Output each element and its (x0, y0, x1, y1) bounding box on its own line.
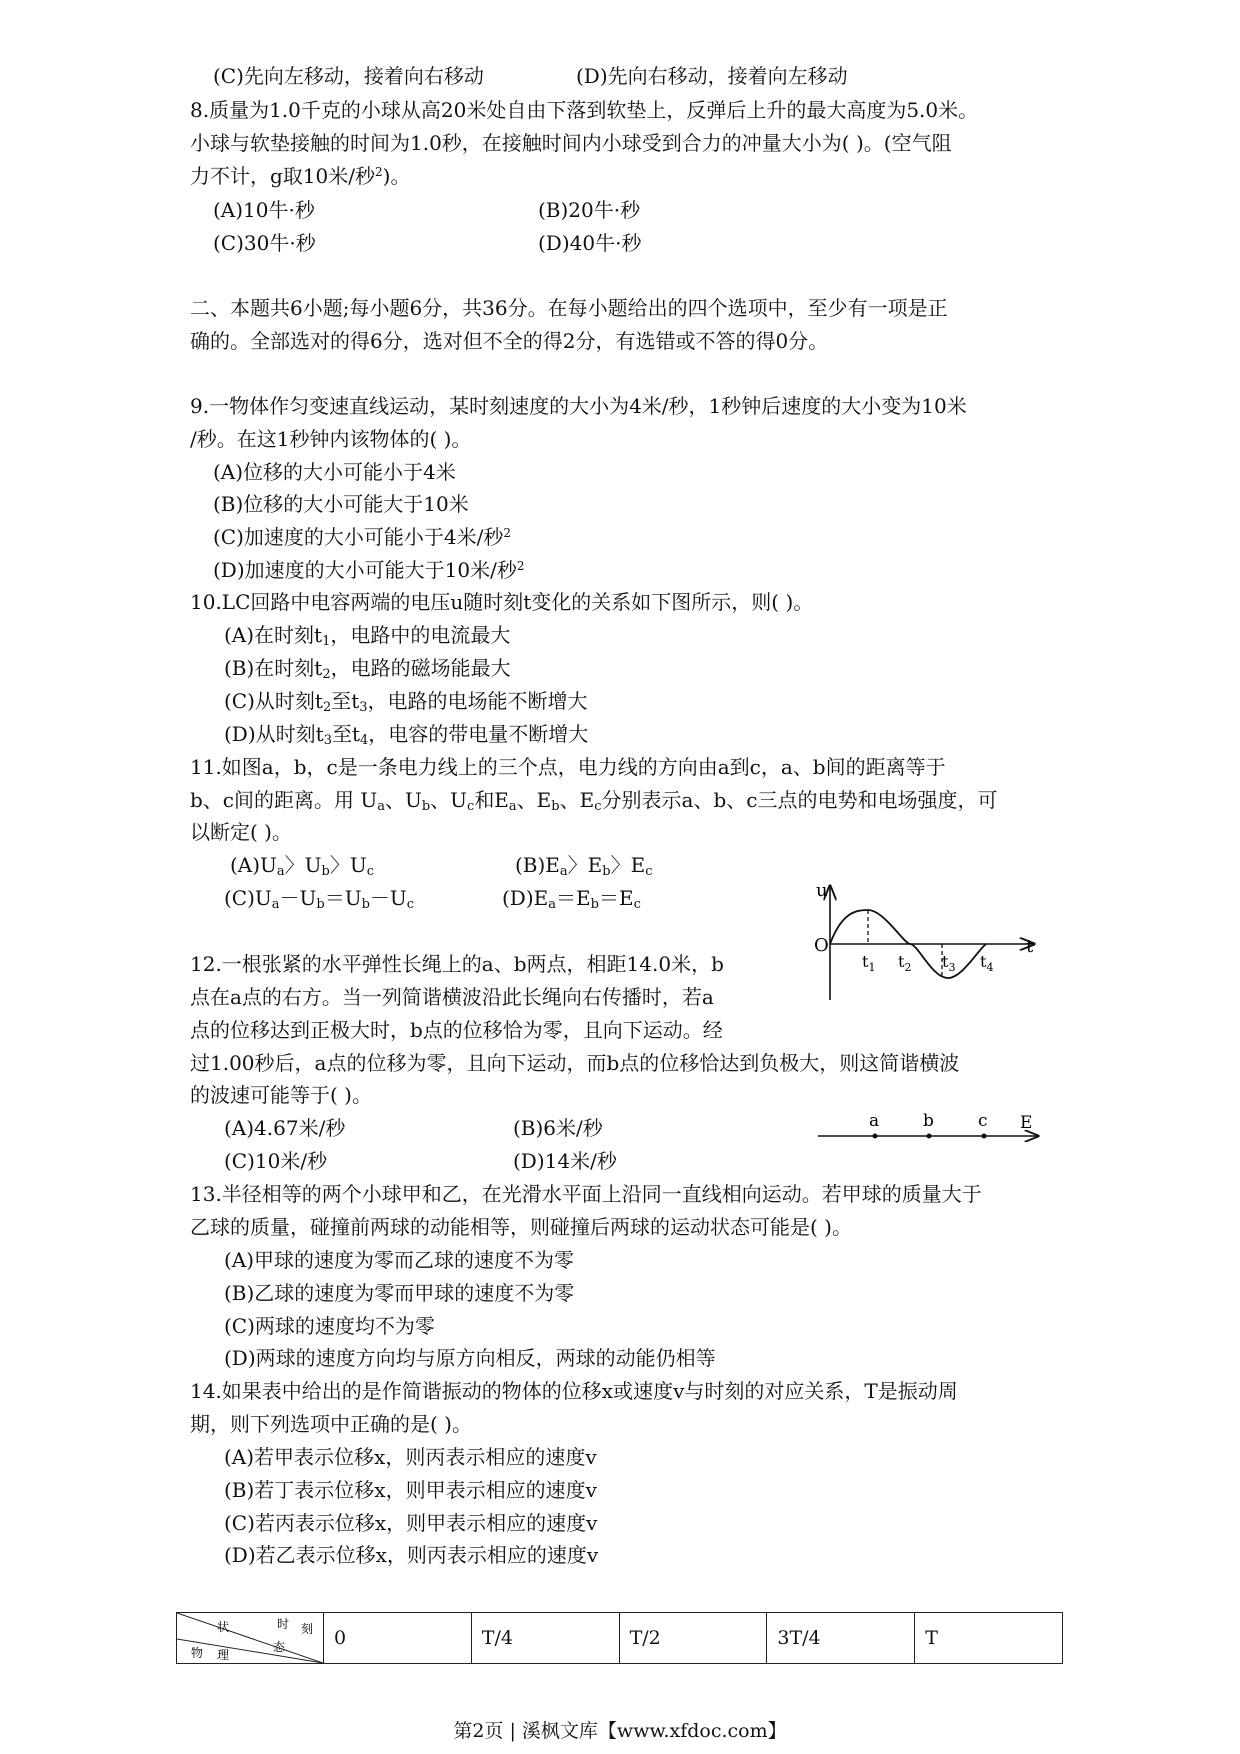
label-e: E (1020, 1113, 1033, 1133)
q14-line1: 14.如果表中给出的是作简谐振动的物体的位移x或速度v与时刻的对应关系，T是振动周 (190, 1379, 958, 1403)
graph-label-t4: $t_4$ (980, 952, 994, 974)
page-footer: 第2页 | 溪枫文库【www.xfdoc.com】 (453, 1720, 787, 1742)
q8-option-a: (A)10牛·秒 (213, 198, 315, 222)
q11-option-c: $(C)U_a-U_b=U_b-U_c$ (224, 886, 415, 912)
q7-options (0, 62, 1240, 90)
q8-option-c: (C)30牛·秒 (213, 231, 316, 255)
q7-option-d: (D)先向右移动，接着向左移动 (576, 64, 848, 88)
q11-line2: b、c间的距离。用 $U_a$、$U_b$、$U_c$和$E_a$、$E_b$、$E_c$分别表示a、b、c三点的电势和电场强度，可 (190, 788, 998, 814)
q9-option-a: (A)位移的大小可能小于4米 (213, 460, 456, 484)
point-a (873, 1134, 878, 1139)
q8-option-b: (B)20牛·秒 (538, 198, 641, 222)
graph-label-t3: $t_3$ (942, 952, 956, 974)
q10-option-d: (D)从时刻$t_3$至$t_4$，电容的带电量不断增大 (224, 722, 589, 748)
q10-option-b: (B)在时刻$t_2$，电路的磁场能最大 (224, 656, 511, 682)
q9-option-d: (D)加速度的大小可能大于10米/秒$^2$ (213, 558, 525, 582)
q13-option-b: (B)乙球的速度为零而甲球的速度不为零 (224, 1281, 575, 1305)
q13-option-c: (C)两球的速度均不为零 (224, 1314, 435, 1338)
q8-options-row1 (0, 196, 1240, 224)
q13-line1: 13.半径相等的两个小球甲和乙，在光滑水平面上沿同一直线相向运动。若甲球的质量大于 (190, 1182, 982, 1206)
svg-text:态: 态 (273, 1640, 286, 1654)
q12-option-a: (A)4.67米/秒 (224, 1116, 346, 1140)
q10-option-c: (C)从时刻$t_2$至$t_3$，电路的电场能不断增大 (224, 689, 588, 715)
q11-line1: 11.如图a，b，c是一条电力线上的三个点，电力线的方向由a到c，a、b间的距离等于 (190, 755, 946, 779)
q9-option-c: (C)加速度的大小可能小于4米/秒$^2$ (213, 525, 512, 549)
q11-option-a: $(A)U_a$〉$U_b$〉$U_c$ (230, 853, 374, 879)
q12-line3: 点的位移达到正极大时，b点的位移恰为零，且向下运动。经 (190, 1018, 723, 1042)
q10-line1: 10.LC回路中电容两端的电压u随时刻t变化的关系如下图所示，则( )。 (190, 590, 814, 614)
table-cell-time-0: 0 (324, 1613, 472, 1664)
q9-line2: /秒。在这1秒钟内该物体的( )。 (190, 427, 472, 451)
q11-option-b: $(B)E_a$〉$E_b$〉$E_c$ (515, 853, 653, 879)
q9-option-b: (B)位移的大小可能大于10米 (213, 492, 469, 516)
q12-line5: 的波速可能等于( )。 (190, 1083, 372, 1107)
q8-options-row2 (0, 229, 1240, 257)
table-row (177, 1613, 1063, 1664)
svg-text:理: 理 (217, 1648, 230, 1662)
point-c (982, 1134, 987, 1139)
table-cell-time-t2: T/2 (619, 1613, 767, 1664)
q9-line1: 9.一物体作匀变速直线运动，某时刻速度的大小为4米/秒，1秒钟后速度的大小变为10米 (190, 394, 967, 418)
table-header-diagonal (177, 1613, 324, 1664)
diagonal-header-svg (177, 1613, 323, 1663)
q12-options-row2 (0, 1147, 1240, 1175)
q11-line3: 以断定( )。 (190, 820, 292, 844)
q8-line1: 8.质量为1.0千克的小球从高20米处自由下落到软垫上，反弹后上升的最大高度为5.0米。 (190, 98, 979, 122)
label-a: a (869, 1111, 880, 1131)
q12-line1: 12.一根张紧的水平弹性长绳上的a、b两点，相距14.0米，b (190, 952, 724, 976)
q13-option-d: (D)两球的速度方向均与原方向相反，两球的动能仍相等 (224, 1346, 716, 1370)
q13-option-a: (A)甲球的速度为零而乙球的速度不为零 (224, 1248, 575, 1272)
table-cell-time-t: T (915, 1613, 1063, 1664)
graph-label-t2: $t_2$ (898, 952, 912, 974)
table-cell-time-t4: T/4 (471, 1613, 619, 1664)
svg-text:时: 时 (277, 1617, 290, 1631)
q12-option-b: (B)6米/秒 (513, 1116, 603, 1140)
section2-line2: 确的。全部选对的得6分，选对但不全的得2分，有选错或不答的得0分。 (190, 329, 829, 353)
q10-option-a: (A)在时刻$t_1$，电路中的电流最大 (224, 623, 511, 649)
q14-line2: 期，则下列选项中正确的是( )。 (190, 1412, 472, 1436)
q8-option-d: (D)40牛·秒 (538, 231, 642, 255)
q12-line2: 点在a点的右方。当一列简谐横波沿此长绳向右传播时，若a (190, 985, 714, 1009)
q14-option-a: (A)若甲表示位移x，则丙表示相应的速度v (224, 1445, 597, 1469)
q12-line4: 过1.00秒后，a点的位移为零，且向下运动，而b点的位移恰达到负极大，则这简谐横波 (190, 1051, 960, 1075)
q14-option-d: (D)若乙表示位移x，则丙表示相应的速度v (224, 1543, 599, 1567)
q7-option-c: (C)先向左移动，接着向右移动 (213, 64, 484, 88)
q8-line3: 力不计，g取10米/秒$^2$)。 (190, 164, 411, 188)
q12-options-row1 (0, 1114, 1240, 1142)
field-line-diagram (812, 1108, 1044, 1148)
q11-option-d: $(D)E_a=E_b=E_c$ (502, 886, 641, 912)
point-b (927, 1134, 932, 1139)
svg-text:物: 物 (191, 1646, 204, 1660)
graph-label-t: t (1026, 936, 1034, 957)
svg-text:状: 状 (217, 1620, 230, 1634)
label-b: b (923, 1111, 934, 1131)
q8-line2: 小球与软垫接触的时间为1.0秒，在接触时间内小球受到合力的冲量大小为( )。(空气阻 (190, 131, 952, 155)
graph-label-u: u (816, 880, 828, 901)
q13-line2: 乙球的质量，碰撞前两球的动能相等，则碰撞后两球的运动状态可能是( )。 (190, 1215, 852, 1239)
q12-option-c: (C)10米/秒 (224, 1149, 328, 1173)
voltage-time-graph (812, 880, 1044, 1010)
q12-option-d: (D)14米/秒 (513, 1149, 617, 1173)
table-cell-time-3t4: 3T/4 (767, 1613, 915, 1664)
q14-option-c: (C)若丙表示位移x，则甲表示相应的速度v (224, 1511, 598, 1535)
svg-text:刻: 刻 (301, 1622, 314, 1636)
q14-option-b: (B)若丁表示位移x，则甲表示相应的速度v (224, 1478, 597, 1502)
section2-line1: 二、本题共6小题;每小题6分，共36分。在每小题给出的四个选项中，至少有一项是正 (190, 296, 948, 320)
graph-label-o: O (814, 935, 829, 956)
label-c: c (978, 1111, 988, 1131)
graph-label-t1: $t_1$ (862, 952, 876, 974)
state-table (176, 1612, 1063, 1664)
